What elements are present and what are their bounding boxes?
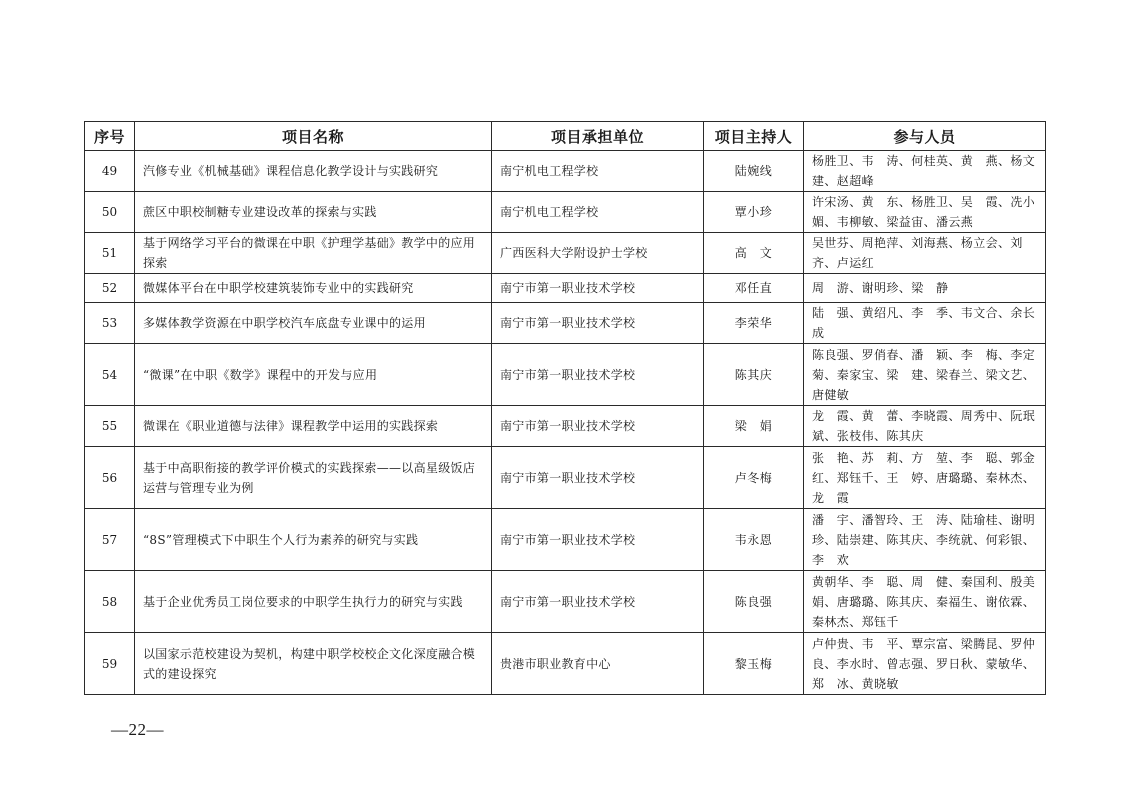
row-project-name: 蔗区中职校制糖专业建设改革的探索与实践: [135, 192, 492, 233]
row-host: 覃小珍: [704, 192, 804, 233]
row-num: 56: [85, 447, 135, 509]
row-project-name: 多媒体教学资源在中职学校汽车底盘专业课中的运用: [135, 303, 492, 344]
row-members: 周 游、谢明珍、梁 静: [804, 274, 1046, 303]
row-project-name: 基于企业优秀员工岗位要求的中职学生执行力的研究与实践: [135, 571, 492, 633]
row-unit: 南宁市第一职业技术学校: [492, 303, 704, 344]
header-host: 项目主持人: [704, 122, 804, 151]
table-row: [85, 447, 1046, 509]
row-num: 55: [85, 406, 135, 447]
row-unit: 南宁市第一职业技术学校: [492, 344, 704, 406]
row-host: 陈其庆: [704, 344, 804, 406]
row-host: 陆婉线: [704, 151, 804, 192]
row-host: 李荣华: [704, 303, 804, 344]
row-project-name: 以国家示范校建设为契机，构建中职学校校企文化深度融合模式的建设探究: [135, 633, 492, 695]
row-unit: 南宁市第一职业技术学校: [492, 406, 704, 447]
row-project-name: “微课”在中职《数学》课程中的开发与应用: [135, 344, 492, 406]
row-unit: 南宁市第一职业技术学校: [492, 274, 704, 303]
project-table: [84, 121, 1046, 695]
row-unit: 南宁市第一职业技术学校: [492, 571, 704, 633]
row-num: 58: [85, 571, 135, 633]
row-host: 陈良强: [704, 571, 804, 633]
row-project-name: 基于中高职衔接的教学评价模式的实践探索——以高星级饭店运营与管理专业为例: [135, 447, 492, 509]
row-host: 邓任直: [704, 274, 804, 303]
row-members: 许宋汤、黄 东、杨胜卫、吴 霞、冼小媚、韦柳敏、梁益宙、潘云燕: [804, 192, 1046, 233]
table-row: [85, 406, 1046, 447]
table-row: [85, 151, 1046, 192]
row-members: 陈良强、罗俏春、潘 颖、李 梅、李定菊、秦家宝、梁 建、梁春兰、梁文艺、唐健敏: [804, 344, 1046, 406]
row-host: 卢冬梅: [704, 447, 804, 509]
row-members: 吴世芬、周艳萍、刘海燕、杨立会、刘 齐、卢运红: [804, 233, 1046, 274]
row-host: 黎玉梅: [704, 633, 804, 695]
table-row: [85, 509, 1046, 571]
row-num: 59: [85, 633, 135, 695]
row-unit: 贵港市职业教育中心: [492, 633, 704, 695]
row-host: 高 文: [704, 233, 804, 274]
row-project-name: 基于网络学习平台的微课在中职《护理学基础》教学中的应用探索: [135, 233, 492, 274]
row-num: 51: [85, 233, 135, 274]
row-host: 韦永恩: [704, 509, 804, 571]
header-unit: 项目承担单位: [492, 122, 704, 151]
table-row: [85, 571, 1046, 633]
row-project-name: 微课在《职业道德与法律》课程教学中运用的实践探索: [135, 406, 492, 447]
table-row: [85, 192, 1046, 233]
header-members: 参与人员: [804, 122, 1046, 151]
page-number: —22—: [111, 720, 164, 739]
row-members: 潘 宇、潘智玲、王 涛、陆瑜桂、谢明珍、陆崇建、陈其庆、李统就、何彩银、李 欢: [804, 509, 1046, 571]
row-unit: 南宁机电工程学校: [492, 192, 704, 233]
table-row: [85, 633, 1046, 695]
row-num: 54: [85, 344, 135, 406]
row-members: 龙 霞、黄 蕾、李晓霞、周秀中、阮珉斌、张枝伟、陈其庆: [804, 406, 1046, 447]
table-row: [85, 274, 1046, 303]
table-row: [85, 344, 1046, 406]
row-unit: 南宁市第一职业技术学校: [492, 447, 704, 509]
row-num: 53: [85, 303, 135, 344]
row-num: 52: [85, 274, 135, 303]
table-row: [85, 233, 1046, 274]
row-members: 陆 强、黄绍凡、李 季、韦文合、余长成: [804, 303, 1046, 344]
row-num: 49: [85, 151, 135, 192]
header-num: 序号: [85, 122, 135, 151]
row-num: 50: [85, 192, 135, 233]
row-members: 卢仲贵、韦 平、覃宗富、梁腾昆、罗仲良、李水时、曾志强、罗日秋、蒙敏华、郑 冰、黄晓敏: [804, 633, 1046, 695]
row-unit: 南宁机电工程学校: [492, 151, 704, 192]
header-name: 项目名称: [135, 122, 492, 151]
row-num: 57: [85, 509, 135, 571]
row-members: 黄朝华、李 聪、周 健、秦国利、殷美娟、唐璐璐、陈其庆、秦福生、谢依霖、秦林杰、郑钰千: [804, 571, 1046, 633]
row-unit: 广西医科大学附设护士学校: [492, 233, 704, 274]
row-members: 杨胜卫、韦 涛、何桂英、黄 燕、杨文建、赵超峰: [804, 151, 1046, 192]
row-project-name: 微媒体平台在中职学校建筑装饰专业中的实践研究: [135, 274, 492, 303]
table-header-row: [85, 122, 1046, 151]
table-row: [85, 303, 1046, 344]
row-unit: 南宁市第一职业技术学校: [492, 509, 704, 571]
row-host: 梁 娟: [704, 406, 804, 447]
row-project-name: 汽修专业《机械基础》课程信息化教学设计与实践研究: [135, 151, 492, 192]
row-project-name: “8S”管理模式下中职生个人行为素养的研究与实践: [135, 509, 492, 571]
row-members: 张 艳、苏 莉、方 堃、李 聪、郭金红、郑钰千、王 婷、唐璐璐、秦林杰、龙 霞: [804, 447, 1046, 509]
